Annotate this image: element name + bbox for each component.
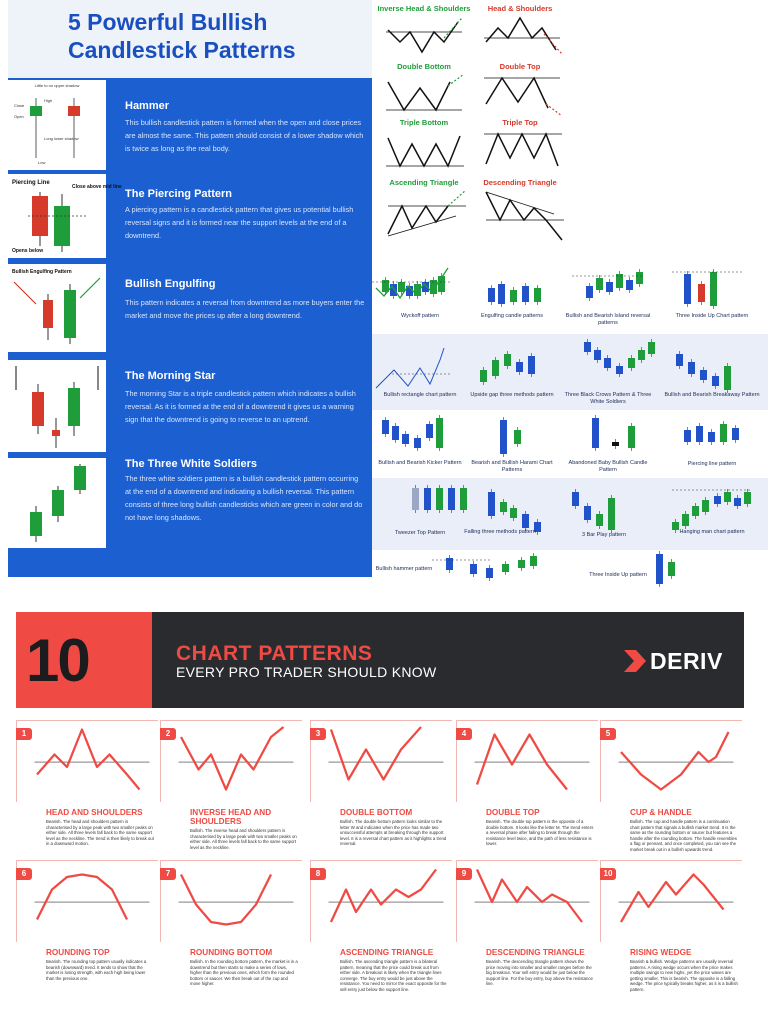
candle-body [712, 376, 719, 386]
card-pattern-name: DOUBLE BOTTOM [340, 808, 413, 817]
hammer-label-upper: Little to no upper shadow [34, 83, 80, 88]
hammer-illustration [8, 80, 106, 170]
pattern-mini-chart [32, 864, 152, 940]
card-number-badge: 8 [310, 868, 326, 880]
pattern-mini-chart [616, 864, 736, 940]
deriv-logo-icon [622, 650, 646, 672]
title-line-1: 5 Powerful Bullish [68, 9, 268, 35]
candle-body [732, 428, 739, 440]
engulfing-title: Bullish Engulfing [125, 278, 216, 290]
cp-label: Bullish hammer pattern [375, 566, 433, 572]
candle-body [534, 288, 541, 302]
price-path [621, 875, 724, 923]
piercing-illustration [8, 174, 122, 258]
candle-body [604, 358, 611, 368]
hammer-label-high: High [44, 98, 53, 103]
price-path [331, 870, 436, 923]
label-double-top: Double Top [499, 62, 541, 71]
candle-body [636, 272, 643, 284]
bullish-patterns-panel [8, 0, 372, 577]
card-pattern-desc: Bullish. In the rounding bottom pattern, the market is in a downtrend but then starts to make a series of lows, higher than the previous ones, which form the rounded bottom or saucer. We then break out of the cup and move higher. [190, 959, 298, 987]
price-path [477, 870, 582, 923]
morning-star-title: The Morning Star [125, 370, 216, 382]
candle-body [676, 354, 683, 366]
piercing-title: The Piercing Pattern [125, 188, 232, 200]
price-path [181, 875, 271, 925]
candle-body [584, 342, 591, 352]
card-pattern-name: ASCENDING TRIANGLE [340, 948, 434, 957]
hammer-label-open: Open [14, 114, 24, 119]
candle-body [710, 272, 717, 306]
cp-label: Three Black Crows Pattern & Three White Soldiers [564, 392, 652, 405]
candle-body [460, 488, 467, 510]
candle-body [414, 438, 421, 448]
card-pattern-name: DESCENDING TRIANGLE [486, 948, 585, 957]
pattern-mini-chart [326, 724, 446, 800]
candle-body [628, 426, 635, 448]
candle-body [698, 284, 705, 302]
pattern-mini-chart [176, 864, 296, 940]
card-pattern-name: ROUNDING TOP [46, 948, 110, 957]
candle-body [702, 500, 709, 512]
candle-body [606, 282, 613, 292]
cp-label: Engulfing candle patterns [480, 313, 544, 319]
candle-body [530, 556, 537, 566]
candle-body [436, 488, 443, 510]
candle-body [688, 362, 695, 374]
cp-label: Bullish rectangle chart pattern [383, 392, 457, 398]
rectangle-pattern-line [376, 348, 444, 388]
banner-number: 10 [26, 627, 89, 694]
card-pattern-desc: Bearish & bullish. Wedge patterns are usually reversal patterns. A rising wedge occurs when the price makes multiple swings to new highs, yet the price waves are getting smaller. This is bearish. The opposite is a falling wedge. The price typically breaks higher, as it is a bullish pattern. [630, 959, 738, 992]
label-asc-triangle: Ascending Triangle [389, 178, 459, 187]
candle-body [392, 426, 399, 440]
hs-chart [484, 16, 564, 56]
card-pattern-desc: Bullish. The cup and handle pattern is a continuation chart pattern that signals a bullish market trend. It is the same as the rounding bottom or saucer but features a handle after the rounding bottom. The handle resembles a flag or pennant, and once completed, you can see the market break out in a bullish upwards trend. [630, 819, 737, 852]
price-path [331, 727, 421, 780]
pattern-mini-chart [326, 864, 446, 940]
price-path [621, 732, 729, 790]
candle-body [626, 280, 633, 290]
banner-headline: CHART PATTERNS [176, 642, 373, 665]
candle-body [480, 370, 487, 382]
label-double-bottom: Double Bottom [397, 62, 451, 71]
candle-body [488, 492, 495, 516]
candle-body [448, 488, 455, 510]
candle-body [422, 282, 429, 292]
candle-body [648, 342, 655, 354]
cp-label: 3 Bar Play pattern [581, 532, 627, 538]
candle-body [402, 434, 409, 444]
banner-subheadline: EVERY PRO TRADER SHOULD KNOW [176, 664, 437, 680]
candle-body [724, 492, 731, 502]
candle-body [488, 288, 495, 302]
card-pattern-name: CUP & HANDLE [630, 808, 692, 817]
title-line-2: Candlestick Patterns [68, 37, 296, 63]
card-pattern-desc: Bullish. The double bottom pattern looks similar to the letter W and indicates when the price has made two unsuccessful attempts at breaking through the support level. It is a reversal chart pattern as it highlights a trend reversal. [340, 819, 447, 847]
pattern-mini-chart [616, 724, 736, 800]
cp-label: Abandoned Baby Bullish Candle Pattern [568, 460, 648, 473]
candle-body [426, 424, 433, 438]
piercing-desc: A piercing pattern is a candlestick pattern that gives us potential bullish reversal signs and it is formed near the support levels at the end of a downtrend. [125, 205, 354, 240]
candle-body [714, 496, 721, 504]
card-number-badge: 6 [16, 868, 32, 880]
candle-body [436, 418, 443, 448]
candle-body [522, 514, 529, 528]
card-pattern-name: INVERSE HEAD AND SHOULDERS [190, 808, 272, 826]
cp-label: Tweezer Top Pattern [394, 530, 446, 536]
three-soldiers-desc: The three white soldiers pattern is a bullish candlestick pattern occurring at the end of a downtrend and indicating a bullish reversal. This pattern consists of three long bullish candlesticks which are green in color and do not have long shadows. [125, 474, 363, 522]
candle-body [720, 424, 727, 442]
candle-body [684, 274, 691, 304]
asc-triangle-chart [386, 190, 470, 240]
card-pattern-desc: Bearish. The head and shoulders pattern is characterised by a large peak with two smaller peaks on either side. All three levels fall back to the same support level as the neckline. The trend is then likely to break out in a downward motion. [46, 819, 154, 847]
pattern-three-white-soldiers [8, 458, 372, 548]
card-pattern-name: ROUNDING BOTTOM [190, 948, 273, 957]
desc-triangle-chart [484, 190, 568, 242]
bullish-title-area [8, 0, 372, 78]
hammer-label-close: Close [14, 103, 25, 108]
inverse-hs-chart [386, 16, 466, 56]
candle-body [470, 564, 477, 574]
candle-body [492, 360, 499, 376]
label-inverse-hs: Inverse Head & Shoulders [377, 4, 471, 13]
candle-body [612, 442, 619, 446]
candle-body [708, 432, 715, 442]
piercing-label-title: Piercing Line [12, 180, 50, 186]
pattern-mini-chart [472, 724, 592, 800]
piercing-label-opens: Opens below [12, 248, 44, 254]
candle-body [516, 362, 523, 372]
triple-top-chart [484, 130, 564, 172]
candle-body [398, 282, 405, 292]
candle-body [684, 430, 691, 442]
candle-body [696, 426, 703, 442]
label-desc-triangle: Descending Triangle [483, 178, 557, 187]
triple-bottom-chart [386, 130, 466, 172]
chart-pattern-card [456, 860, 598, 1010]
card-pattern-name: RISING WEDGE [630, 948, 692, 957]
chart-pattern-card [456, 720, 598, 870]
card-pattern-desc: Bearish. The double top pattern is the opposite of a double bottom. It looks like the letter M. The trend enters a reversal phase after failing to break through the resistance level twice, and the path of less resistance is lower. [486, 819, 594, 847]
cp-label: Three Inside Up Chart pattern [675, 313, 749, 319]
candle-body [692, 506, 699, 516]
card-number-badge: 7 [160, 868, 176, 880]
card-pattern-desc: Bullish. The ascending triangle pattern is a bilateral pattern, meaning that the price could break out from either side. A breakout is likely when the triangle lines converge. The buy entry would be just above the resistance. You need to mirror the exact opposite for the sell entry just below the support line. [340, 959, 447, 992]
bullish-title [68, 8, 368, 64]
pattern-mini-chart [176, 724, 296, 800]
candle-body [514, 430, 521, 444]
three-soldiers-illustration [8, 458, 106, 548]
pattern-mini-chart [32, 724, 152, 800]
card-number-badge: 2 [160, 728, 176, 740]
candle-body [502, 564, 509, 572]
candle-body [584, 506, 591, 520]
cp-label: Upside gap three methods pattern [470, 392, 554, 398]
candle-body [510, 290, 517, 302]
card-pattern-desc: Bearish. The descending triangle pattern shows the price moving into smaller and smaller ranges before the big breakout. Your sell entry would be just below the support line. For the buy entry, buy above the resistance line. [486, 959, 593, 987]
morning-star-illustration [8, 360, 106, 452]
candle-body [608, 498, 615, 530]
cp-label: Bearish and Bullish Harami Chart Patterns [471, 460, 553, 473]
candle-body [668, 562, 675, 576]
chart-pattern-card [160, 720, 302, 870]
pattern-hammer [8, 80, 372, 170]
card-pattern-name: HEAD AND SHOULDERS [46, 808, 143, 817]
cp-label: Piercing line pattern [687, 461, 737, 467]
pattern-engulfing [8, 264, 372, 352]
candle-body [700, 370, 707, 380]
card-number-badge: 5 [600, 728, 616, 740]
engulfing-desc: This pattern indicates a reversal from downtrend as more buyers enter the market and move the prices up after a long downtrend. [125, 298, 365, 320]
candle-body [592, 418, 599, 448]
candle-body [734, 498, 741, 506]
candle-body [596, 514, 603, 526]
candle-body [656, 554, 663, 584]
candle-body [522, 286, 529, 302]
price-path [181, 727, 284, 790]
candle-body [518, 560, 525, 568]
cp-label: Bullish and Bearish Breakaway Pattern [664, 392, 760, 398]
hammer-label-low: Low [38, 160, 46, 165]
chart-pattern-card [310, 720, 452, 870]
pattern-gallery [372, 0, 768, 600]
engulfing-illustration [8, 264, 106, 352]
piercing-label-close: Close above mid line [72, 184, 122, 190]
chart-pattern-card [160, 860, 302, 1010]
card-number-badge: 4 [456, 728, 472, 740]
morning-star-desc: The morning Star is a triple candlestick pattern which indicates a bullish reversal. As it is formed at the end of a downtrend it gives us a warning sign that the downtrend is going to reverse to an uptrend. [125, 389, 356, 424]
double-bottom-chart [386, 74, 466, 116]
candle-body [390, 284, 397, 296]
price-path [37, 730, 140, 790]
candle-body [724, 366, 731, 390]
candle-body [638, 350, 645, 360]
candle-body [382, 420, 389, 434]
pattern-morning-star [8, 360, 372, 452]
candle-body [682, 514, 689, 526]
candle-body [486, 568, 493, 578]
chart-pattern-card [16, 860, 158, 1010]
pattern-piercing [8, 174, 372, 258]
candle-body [498, 284, 505, 304]
pattern-mini-chart [472, 864, 592, 940]
label-triple-bottom: Triple Bottom [399, 118, 449, 127]
card-number-badge: 1 [16, 728, 32, 740]
candle-body [744, 492, 751, 504]
chart-pattern-card [600, 720, 742, 870]
candle-body [510, 508, 517, 518]
hammer-desc: This bullish candlestick pattern is formed when the open and close prices are almost the same. This pattern should consist of a lower shadow which is twice as long as the real body. [125, 118, 364, 153]
chart-pattern-card [310, 860, 452, 1010]
double-top-chart [484, 74, 564, 116]
candle-body [596, 278, 603, 290]
label-hs: Head & Shoulders [487, 4, 553, 13]
candle-body [528, 356, 535, 374]
chart-pattern-card [600, 860, 742, 1010]
cp-label: Wyckoff pattern [400, 313, 440, 319]
three-soldiers-title: The Three White Soldiers [125, 458, 258, 470]
hammer-label-lower: Long lower shadow [44, 136, 79, 141]
candle-body [594, 350, 601, 360]
card-pattern-desc: Bearish. The rounding top pattern usually indicates a bearish (downward) trend. It tends to show that the market is losing strength, with each high being lower than the previous one. [46, 959, 147, 981]
candle-body [616, 366, 623, 374]
candle-body [572, 492, 579, 506]
cp-label: Three Inside Up pattern [589, 572, 647, 578]
candle-body [412, 488, 419, 510]
cp-label: Bullish and Bearish Island reversal patterns [565, 313, 651, 326]
candle-body [628, 358, 635, 368]
cp-label: Falling three methods pattern [464, 529, 536, 535]
card-number-badge: 3 [310, 728, 326, 740]
candle-body [424, 488, 431, 510]
candle-body [500, 502, 507, 512]
candle-body [504, 354, 511, 366]
cp-label: Hanging man chart pattern [679, 529, 745, 535]
card-pattern-desc: Bullish. The inverse head and shoulders pattern is characterised by a large peak with two smaller peaks on either side. All three levels fall back to the same support level as the neckline. [190, 828, 297, 850]
price-path [37, 875, 127, 920]
deriv-banner [16, 612, 744, 708]
candle-body [500, 420, 507, 454]
deriv-brand: DERIV [650, 648, 723, 674]
card-pattern-name: DOUBLE TOP [486, 808, 540, 817]
engulfing-label: Bullish Engulfing Pattern [12, 269, 72, 275]
candle-body [586, 286, 593, 298]
card-number-badge: 10 [600, 868, 616, 880]
hammer-title: Hammer [125, 100, 170, 112]
chart-pattern-card [16, 720, 158, 870]
label-triple-top: Triple Top [502, 118, 538, 127]
card-number-badge: 9 [456, 868, 472, 880]
cp-label: Bullish and Bearish Kicker Pattern [378, 460, 462, 466]
